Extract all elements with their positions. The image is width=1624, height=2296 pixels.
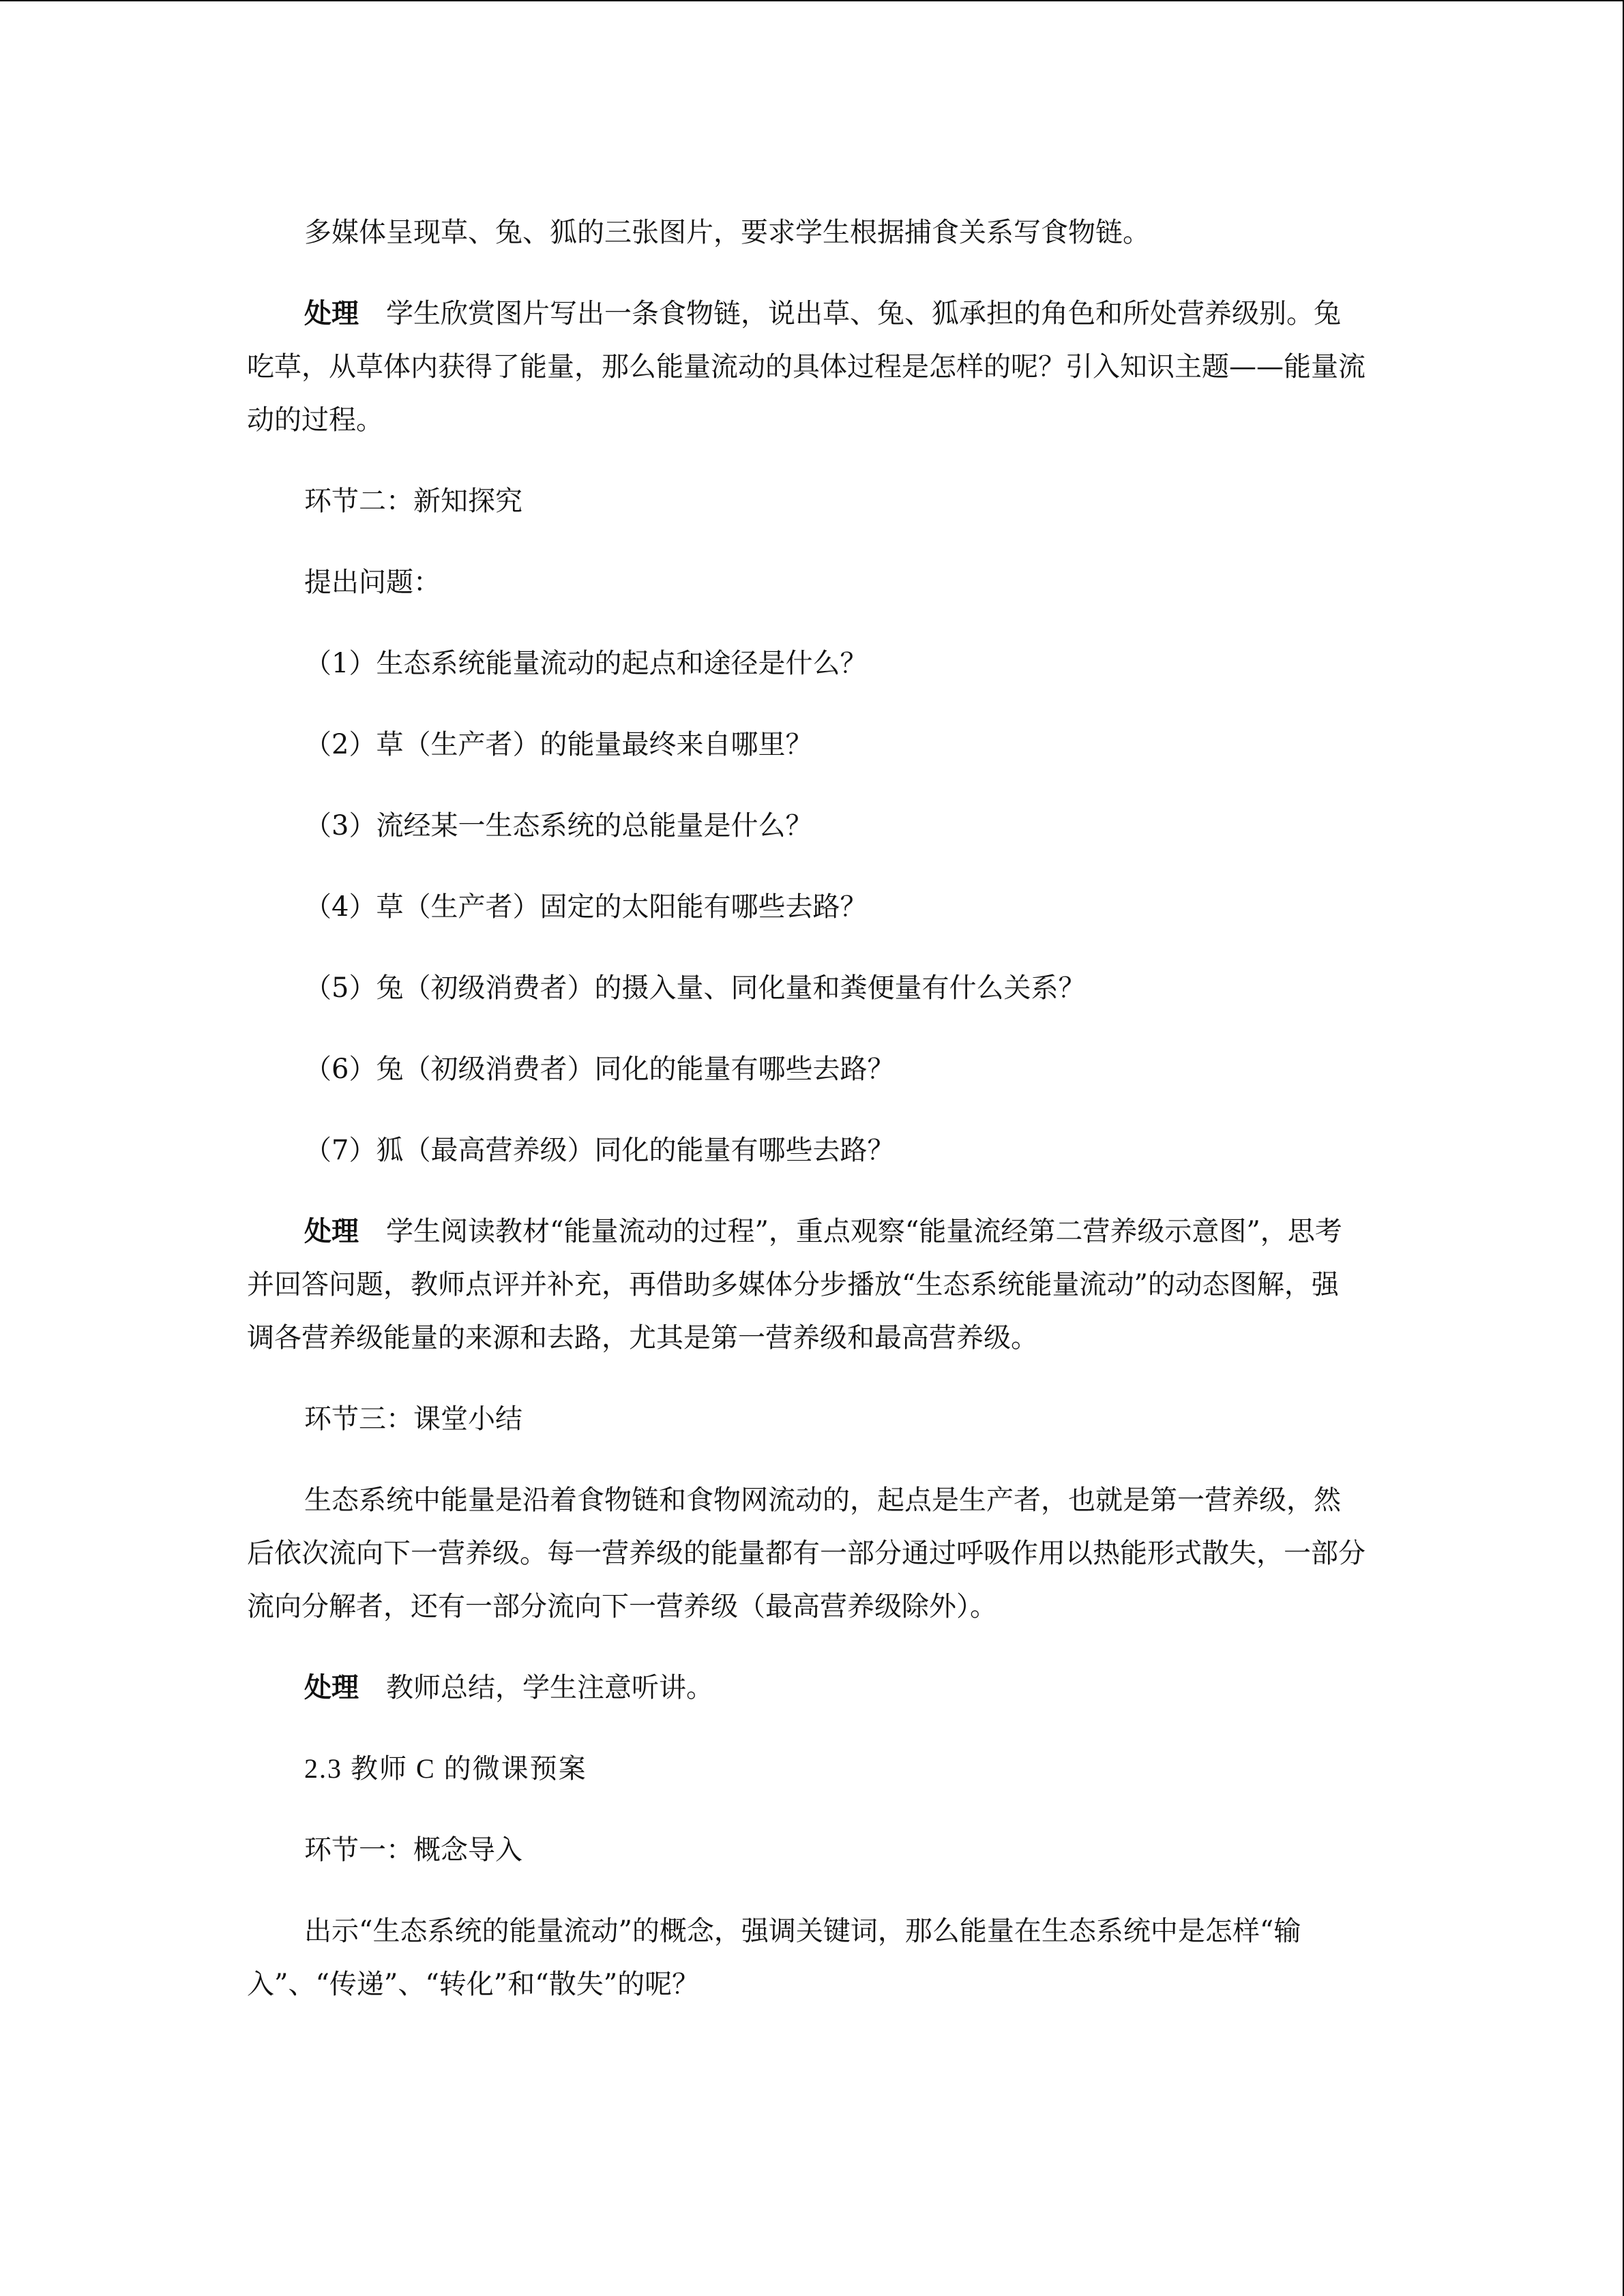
paragraph-process-3: 处理 教师总结，学生注意听讲。 [304, 1671, 713, 1703]
question-item: （7）狐（最高营养级）同化的能量有哪些去路？ [304, 1135, 895, 1166]
question-item: （5）兔（初级消费者）的摄入量、同化量和粪便量有什么关系？ [304, 972, 1086, 1004]
paragraph-summary: 生态系统中能量是沿着食物链和食物网流动的，起点是生产者，也就是第一营养级，然后依次流向下一营养级。每一营养级的能量都有一部分通过呼吸作用以热能形式散失，一部分流向分解者，还有一部分流向下一营养级（最高营养级除外）。 [247, 1485, 1365, 1622]
paragraph-concept: 出示“生态系统的能量流动”的概念，强调关键词，那么能量在生态系统中是怎样“输入”、“传递”、“转化”和“散失”的呢？ [247, 1915, 1301, 2000]
section-heading-2: 环节二：新知探究 [304, 486, 522, 517]
paragraph-process-2: 处理 学生阅读教材“能量流动的过程”，重点观察“能量流经第二营养级示意图”，思考并回答问题，教师点评并补充，再借助多媒体分步播放“生态系统能量流动”的动态图解，强调各营养级能量的来源和去路，尤其是第一营养级和最高营养级。 [247, 1215, 1342, 1354]
paragraph-questions-intro: 提出问题： [304, 567, 441, 598]
question-item: （1）生态系统能量流动的起点和途径是什么？ [304, 648, 868, 679]
question-item: （4）草（生产者）固定的太阳能有哪些去路？ [304, 891, 868, 923]
question-item: （3）流经某一生态系统的总能量是什么？ [304, 810, 813, 841]
process-label: 处理 [304, 1215, 359, 1247]
question-item: （6）兔（初级消费者）同化的能量有哪些去路？ [304, 1054, 895, 1085]
paragraph-intro: 多媒体呈现草、兔、狐的三张图片，要求学生根据捕食关系写食物链。 [304, 217, 1150, 248]
question-item: （2）草（生产者）的能量最终来自哪里？ [304, 729, 813, 760]
section-heading-3: 环节三：课堂小结 [304, 1403, 522, 1435]
process-label: 处理 [304, 1671, 359, 1703]
subsection-heading: 2.3 教师 C 的微课预案 [304, 1753, 587, 1784]
process-label: 处理 [304, 297, 359, 329]
paragraph-process-1: 处理 学生欣赏图片写出一条食物链，说出草、兔、狐承担的角色和所处营养级别。兔吃草，从草体内获得了能量，那么能量流动的具体过程是怎样的呢？引入知识主题——能量流动的过程。 [247, 297, 1365, 436]
document-body [247, 206, 1365, 2011]
section-heading-1: 环节一：概念导入 [304, 1834, 522, 1866]
